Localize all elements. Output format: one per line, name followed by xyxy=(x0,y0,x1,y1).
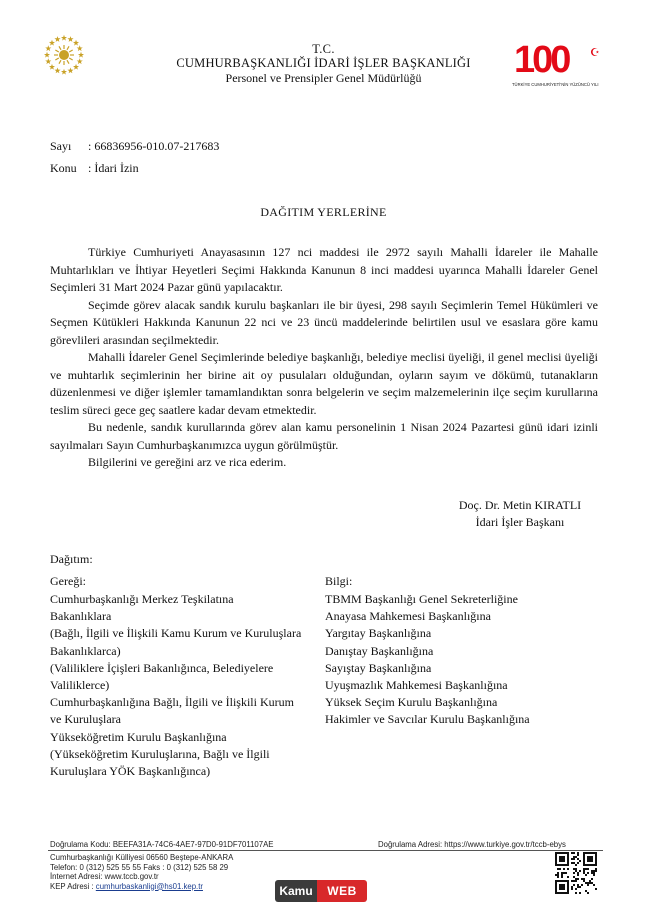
qr-module xyxy=(591,872,593,874)
body-paragraph: Bilgilerini ve gereğini arz ve rica ederim. xyxy=(88,455,287,469)
qr-module xyxy=(587,856,593,862)
footer-contact xyxy=(50,853,233,891)
qr-module xyxy=(587,872,589,874)
list-item: Cumhurbaşkanlığına Bağlı, İlgili ve İlişkili Kurum xyxy=(50,695,294,710)
qr-module xyxy=(575,868,577,870)
qr-module xyxy=(579,892,581,894)
qr-module xyxy=(587,892,589,894)
list-item: ve Kuruluşlara xyxy=(50,712,121,727)
list-item: Valiliklerce) xyxy=(50,678,110,693)
qr-module xyxy=(557,876,559,878)
emblem-star xyxy=(54,36,60,42)
qr-module xyxy=(571,858,573,860)
qr-module xyxy=(581,878,583,880)
qr-module xyxy=(571,862,573,864)
footer-divider xyxy=(48,850,603,851)
qr-module xyxy=(557,874,559,876)
qr-code-icon xyxy=(555,852,597,894)
list-item: (Bağlı, İlgili ve İlişkili Kamu Kurum ve Kuruluşlara xyxy=(50,626,302,641)
list-item: (Valiliklere İçişleri Bakanlığınca, Belediyelere xyxy=(50,660,274,675)
qr-module xyxy=(583,878,585,880)
qr-module xyxy=(577,854,579,856)
centennial-logo xyxy=(510,40,610,95)
qr-module xyxy=(585,882,587,884)
sayi-label: Sayı xyxy=(50,139,72,153)
qr-module xyxy=(577,872,579,874)
footer-kep xyxy=(50,882,233,892)
qr-module xyxy=(573,880,575,882)
qr-module xyxy=(585,890,587,892)
qr-module xyxy=(561,872,563,874)
qr-module xyxy=(577,884,579,886)
list-item: Sayıştay Başkanlığına xyxy=(325,660,432,675)
kamuweb-watermark xyxy=(275,880,367,902)
list-item: TBMM Başkanlığı Genel Sekreterliğine xyxy=(325,592,518,606)
qr-module xyxy=(591,870,593,872)
qr-module xyxy=(573,872,575,874)
header-department: Personel ve Prensipler Genel Müdürlüğü xyxy=(225,71,422,85)
qr-module xyxy=(575,870,577,872)
body-paragraph: Türkiye Cumhuriyeti Anayasasının 127 nci maddesi ile 2972 sayılı Mahalli İdareler ile Mahalle Muhtarlıkları ve İhtiyar Heyetleri Seçimi Hakkında Kanunun 8 inci maddesi uyarınca Mahalli İdareler Genel Seçimleri 31 Mart 2024 Pazar günü yapılacaktır. xyxy=(50,245,598,294)
qr-module xyxy=(575,892,577,894)
qr-module xyxy=(573,862,575,864)
qr-module xyxy=(587,882,589,884)
crescent-star-icon: ☪ xyxy=(590,47,600,59)
qr-module xyxy=(575,880,577,882)
qr-module xyxy=(573,852,575,854)
document-body xyxy=(50,244,598,472)
qr-module xyxy=(583,868,585,870)
qr-module xyxy=(593,884,595,886)
verification-address[interactable]: Doğrulama Adresi: https://www.turkiye.gov.tr/tccb-ebys xyxy=(378,840,566,849)
qr-module xyxy=(571,852,573,854)
qr-module xyxy=(559,868,561,870)
qr-module xyxy=(591,882,593,884)
signature-block xyxy=(430,497,610,531)
qr-module xyxy=(573,876,575,878)
watermark-part1: Kamu xyxy=(275,880,317,902)
list-item: Yüksek Seçim Kurulu Başkanlığına xyxy=(325,695,498,710)
qr-module xyxy=(585,874,587,876)
list-item: Bakanlıklarca) xyxy=(50,643,121,658)
qr-module xyxy=(565,872,567,874)
list-item: Cumhurbaşkanlığı Merkez Teşkilatına xyxy=(50,592,234,606)
footer-address: Cumhurbaşkanlığı Külliyesi 06560 Beştepe-ANKARA xyxy=(50,853,234,862)
sayi-row xyxy=(50,139,219,154)
list-item: Danıştay Başkanlığına xyxy=(325,643,434,658)
konu-value: : İdari İzin xyxy=(88,161,139,175)
distribution-label: Dağıtım: xyxy=(50,552,93,566)
body-paragraph: Bu nedenle, sandık kurullarında görev alan kamu personelinin 1 Nisan 2024 Pazartesi günü idari izinli sayılmaları Sayın Cumhurbaşkanımızca uygun görülmüştür. xyxy=(50,420,598,452)
qr-module xyxy=(579,886,581,888)
qr-module xyxy=(583,880,585,882)
footer-internet[interactable]: İnternet Adresi: www.tccb.gov.tr xyxy=(50,872,159,881)
centennial-logo-caption: TÜRKİYE CUMHURİYETİ'NİN YÜZÜNCÜ YILI xyxy=(512,82,599,87)
signatory-title: İdari İşler Başkanı xyxy=(475,515,565,529)
qr-module xyxy=(577,878,579,880)
qr-module xyxy=(579,860,581,862)
footer-phone: Telefon: 0 (312) 525 55 55 Faks : 0 (312) 525 58 29 xyxy=(50,862,229,872)
bilgi-list xyxy=(325,591,530,729)
qr-module xyxy=(567,876,569,878)
konu-row xyxy=(50,161,139,176)
qr-module xyxy=(575,856,577,858)
centennial-logo-number: 100 xyxy=(514,39,569,81)
qr-module xyxy=(587,868,589,870)
qr-module xyxy=(577,886,579,888)
qr-module xyxy=(595,868,597,870)
sayi-value: : 66836956-010.07-217683 xyxy=(88,139,220,153)
qr-module xyxy=(573,884,575,886)
bilgi-label: Bilgi: xyxy=(325,574,353,588)
list-item: Uyuşmazlık Mahkemesi Başkanlığına xyxy=(325,678,508,693)
qr-module xyxy=(557,868,559,870)
qr-module xyxy=(571,886,573,888)
kep-label: KEP Adresi : xyxy=(50,881,96,891)
body-paragraph: Mahalli İdareler Genel Seçimlerinde belediye başkanlığı, belediye meclisi üyeliği, il genel meclisi üyeliği ve muhtarlık seçimlerinin her birine ait oy pusulaları olduğundan, oyların sayım ve dökümü, tutanakların düzenlenmesi ve diğer işlemler tamamlandıktan sonra belgelerin ve seçim malzemelerinin ilçe seçim kurullarına teslim süreci gece geç saatlere kadar devam etmektedir. xyxy=(50,350,598,417)
qr-module xyxy=(589,882,591,884)
list-item: Kuruluşlara YÖK Başkanlığınca) xyxy=(50,764,211,779)
qr-module xyxy=(577,874,579,876)
qr-module xyxy=(585,868,587,870)
emblem-star xyxy=(61,35,67,41)
qr-module xyxy=(593,874,595,876)
list-item: Anayasa Mahkemesi Başkanlığına xyxy=(325,609,491,624)
qr-module xyxy=(563,872,565,874)
qr-module xyxy=(573,856,575,858)
qr-module xyxy=(583,872,585,874)
body-paragraph: Seçimde görev alacak sandık kurulu başkanları ile bir üyesi, 298 sayılı Seçimlerin Temel Hükümleri ve Seçmen Kütükleri Hakkında Kanunun 22 nci ve 23 üncü maddelerinde belirtilen usul ve esaslara göre kamu görevlileri arasından seçilmektedir. xyxy=(50,297,598,347)
qr-module xyxy=(575,888,577,890)
qr-module xyxy=(571,880,573,882)
qr-module xyxy=(587,884,589,886)
list-item: Hakimler ve Savcılar Kurulu Başkanlığına xyxy=(325,712,530,727)
qr-module xyxy=(573,858,575,860)
qr-module xyxy=(573,868,575,870)
qr-module xyxy=(563,868,565,870)
qr-module xyxy=(583,870,585,872)
qr-module xyxy=(577,862,579,864)
verification-code: Doğrulama Kodu: BEEFA31A-74C6-4AE7-97D0-91DF701107AE xyxy=(50,840,274,849)
konu-label: Konu xyxy=(50,161,77,175)
gerekti-label: Gereği: xyxy=(50,574,86,588)
qr-module xyxy=(595,870,597,872)
qr-module xyxy=(561,874,563,876)
qr-module xyxy=(595,888,597,890)
qr-module xyxy=(571,888,573,890)
qr-module xyxy=(591,878,593,880)
qr-module xyxy=(561,876,563,878)
qr-module xyxy=(581,884,583,886)
qr-module xyxy=(559,856,565,862)
qr-module xyxy=(575,864,577,866)
header-tc: T.C. xyxy=(312,42,335,56)
qr-module xyxy=(567,868,569,870)
list-item: Yargıtay Başkanlığına xyxy=(325,626,432,641)
qr-module xyxy=(575,878,577,880)
list-item: (Yükseköğretim Kuruluşlarına, Bağlı ve İlgili xyxy=(50,746,270,761)
gerekti-list xyxy=(50,591,301,780)
qr-module xyxy=(577,858,579,860)
header-institution: CUMHURBAŞKANLIĞI İDARİ İŞLER BAŞKANLIĞI xyxy=(176,56,471,70)
qr-module xyxy=(555,874,557,876)
qr-module xyxy=(577,852,579,854)
watermark-part2: WEB xyxy=(317,880,367,902)
qr-module xyxy=(559,884,565,890)
signatory-name: Doç. Dr. Metin KIRATLI xyxy=(458,498,582,512)
document-title: DAĞITIM YERLERİNE xyxy=(260,205,387,219)
emblem-star xyxy=(67,36,73,42)
qr-module xyxy=(557,872,559,874)
qr-module xyxy=(593,870,595,872)
kep-link[interactable]: cumhurbaskanligi@hs01.kep.tr xyxy=(95,881,203,891)
qr-module xyxy=(593,872,595,874)
qr-module xyxy=(579,870,581,872)
qr-module xyxy=(589,880,591,882)
list-item: Bakanlıklara xyxy=(50,609,112,624)
list-item: Yükseköğretim Kurulu Başkanlığına xyxy=(50,729,227,744)
